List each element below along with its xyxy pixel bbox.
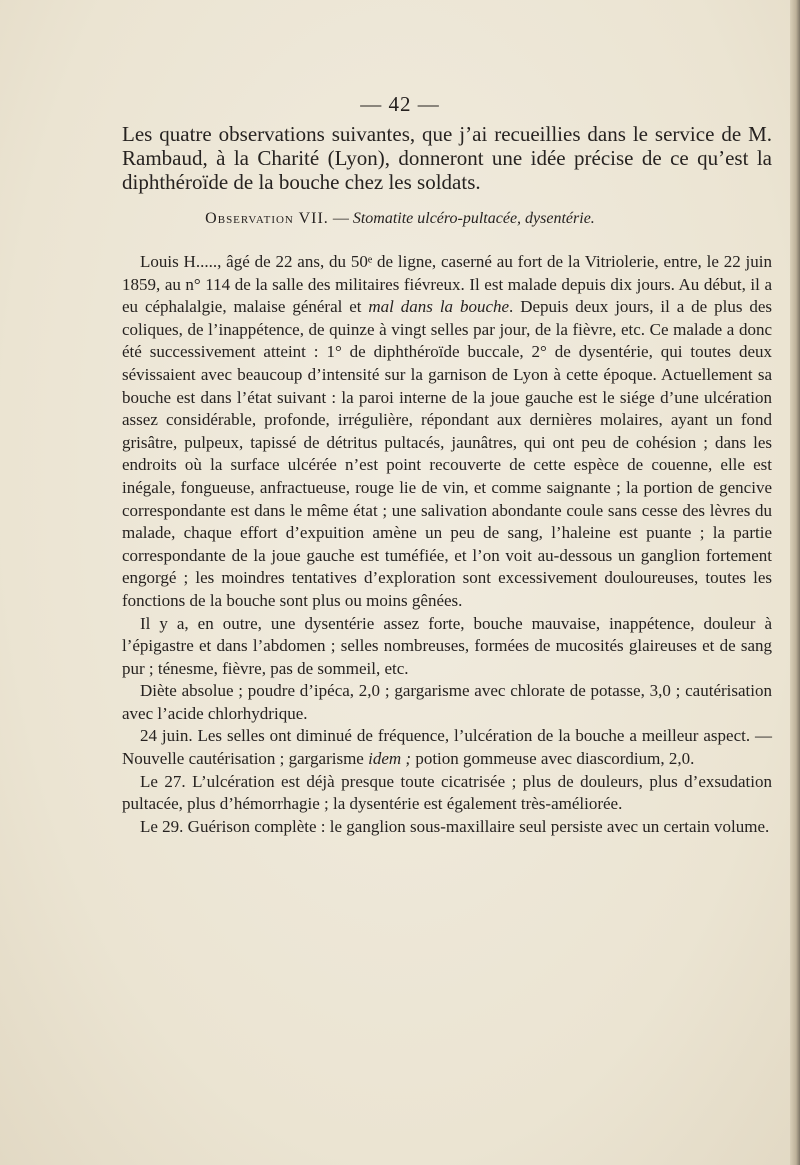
- paragraph-4: [122, 725, 772, 770]
- paragraph-6: Le 29. Guérison complète : le ganglion sous-maxillaire seul persiste avec un certain volume.: [140, 816, 770, 836]
- paragraph-4-end: potion gommeuse avec diascordium, 2,0.: [411, 749, 695, 769]
- paragraph-3: Diète absolue ; poudre d’ipéca, 2,0 ; gargarisme avec chlorate de potasse, 3,0 ; cautérisation avec l’acide chlorhydrique.: [122, 681, 772, 723]
- observation-heading: [0, 209, 800, 229]
- observation-dash: —: [328, 210, 353, 227]
- paragraph-5: Le 27. L’ulcération est déjà presque toute cicatrisée ; plus de douleurs, plus d’exsudation pultacée, plus d’hémorrhagie ; la dysentérie est également très-améliorée.: [122, 771, 772, 814]
- observation-title: Stomatite ulcéro-pultacée, dysentérie.: [352, 210, 595, 227]
- case-description: [122, 251, 772, 838]
- observation-label: Observation VII.: [205, 210, 329, 227]
- paragraph-4-italic: idem ;: [368, 749, 412, 769]
- page-number: — 42 —: [360, 92, 440, 116]
- paragraph-1-italic: mal dans la bouche: [368, 297, 510, 317]
- paragraph-2: Il y a, en outre, une dysentérie assez forte, bouche mauvaise, inappétence, douleur à l’épigastre et dans l’abdomen ; selles nombreuses, formées de mucosités glaireuses et de sang pur ; ténesme, fièvre, pas de sommeil, etc.: [122, 613, 772, 678]
- intro-text: Les quatre observations suivantes, que j’ai recueillies dans le service de M. Rambaud, à la Charité (Lyon), donneront une idée précise de ce qu’est la diphthéroïde de la bouche chez les soldats.: [122, 122, 772, 194]
- paragraph-1-start: Louis H....., âgé de 22 ans, du 50ᵉ de ligne, caserné au fort de la Vitriolerie, entre, le 22 juin 1859, au n° 114 de la salle des militaires fiévreux. Il est malade depuis dix jours. Au début, il a eu céphalalgie, malaise général et: [122, 252, 772, 317]
- page-edge: [790, 0, 800, 1165]
- paragraph-4-start: 24 juin. Les selles ont diminué de fréquence, l’ulcération de la bouche a meilleur aspect. — Nouvelle cautérisation ; gargarisme: [122, 726, 772, 769]
- intro-paragraph: [122, 122, 772, 194]
- paragraph-1-end: . Depuis deux jours, il a de plus des coliques, de l’inappétence, de quinze à vingt selles par jour, de la fièvre, etc. Ce malade a donc été successivement atteint : 1° de diphthéroïde buccale, 2° de dysentérie, qui toutes deux sévissaient avec beaucoup d’intensité sur la garnison de Lyon à cette époque. Actuellement sa bouche est dans l’état suivant : la paroi interne de la joue gauche est le siége d’une ulcération assez considérable, profonde, irrégulière, répondant aux dernières molaires, ayant un fond grisâtre, pulpeux, tapissé de détritus pultacés, jaunâtres, qui ont peu de cohésion ; dans les endroits où la surface ulcérée n’est point recouverte de cette espèce de couenne, elle est inégale, fongueuse, anfractueuse, rouge lie de vin, et comme saignante ; la portion de gencive correspondante est dans le même état ; une salivation abondante coule sans cesse des lèvres du malade, chaque effort d’expuition amène un peu de sang, l’haleine est puante ; la partie correspondante de la joue gauche est tuméfiée, et l’on voit au-dessous un ganglion fortement engorgé ; les moindres tentatives d’exploration sont excessivement douloureuses, toutes les fonctions de la bouche sont plus ou moins gênées.: [122, 297, 772, 610]
- paragraph-1: [122, 251, 772, 613]
